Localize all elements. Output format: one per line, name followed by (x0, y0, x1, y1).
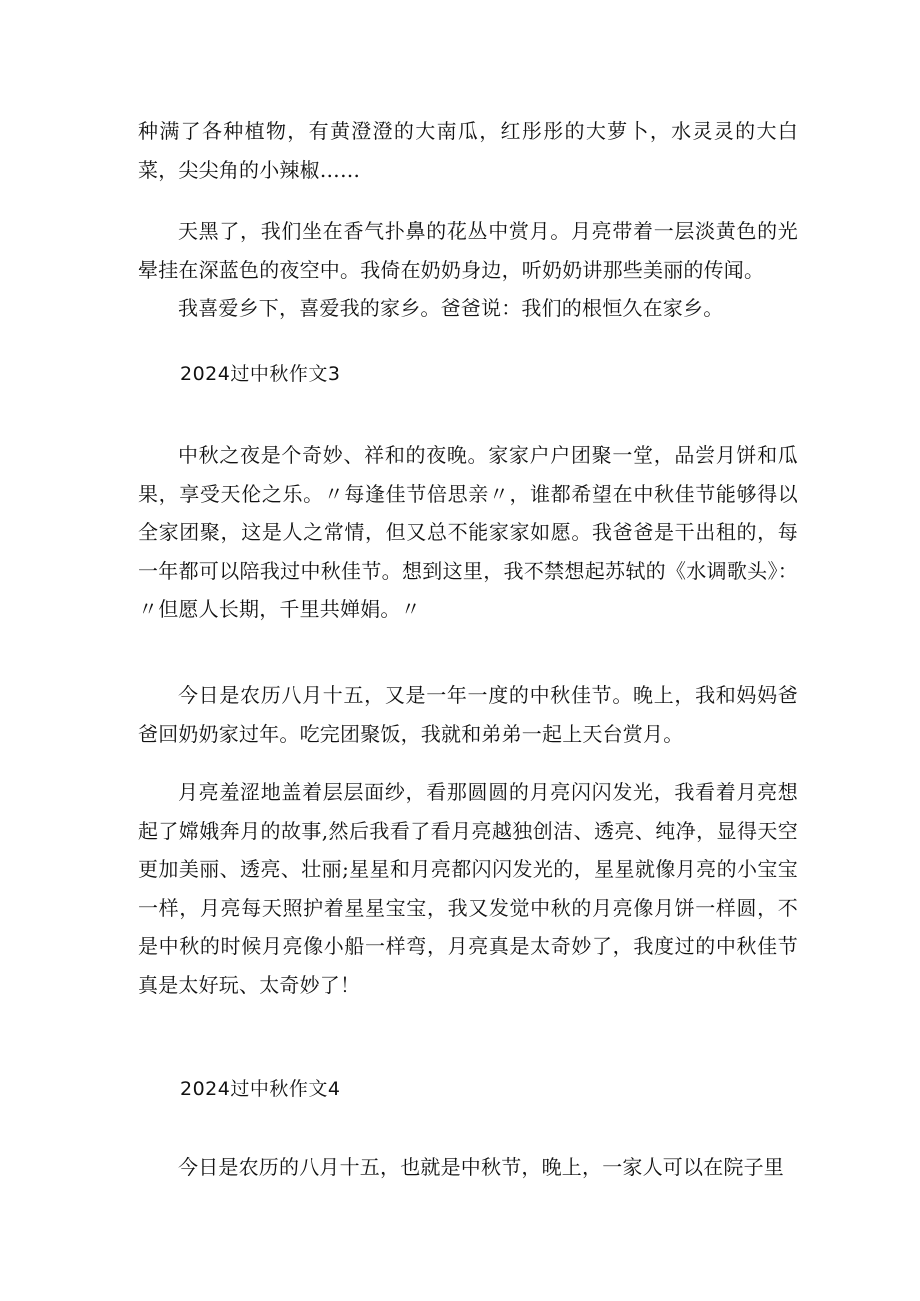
paragraph-shy-moon: 月亮羞涩地盖着层层面纱，看那圆圆的月亮闪闪发光，我看着月亮想起了嫦娥奔月的故事,然后我看了看月亮越独创洁、透亮、纯净，显得天空更加美丽、透亮、壮丽;星星和月亮都闪闪发光的，星星就像月亮的小宝宝一样，月亮每天照护着星星宝宝，我又发觉中秋的月亮像月饼一样圆，不是中秋的时候月亮像小船一样弯，月亮真是太奇妙了，我度过的中秋佳节真是太好玩、太奇妙了！ (138, 780, 798, 997)
paragraph-hometown: 我喜爱乡下，喜爱我的家乡。爸爸说：我们的根恒久在家乡。 (178, 296, 724, 320)
paragraph-night-moon: 天黑了，我们坐在香气扑鼻的花丛中赏月。月亮带着一层淡黄色的光晕挂在深蓝色的夜空中。我倚在奶奶身边，听奶奶讲那些美丽的传闻。 (138, 219, 798, 282)
paragraph-plants: 种满了各种植物，有黄澄澄的大南瓜，红彤彤的大萝卜，水灵灵的大白菜，尖尖角的小辣椒…… (138, 119, 798, 182)
paragraph-courtyard: 今日是农历的八月十五，也就是中秋节，晚上，一家人可以在院子里 (178, 1155, 784, 1179)
essay-heading-3: 2024过中秋作文3 (180, 363, 341, 385)
paragraph-fifteenth: 今日是农历八月十五，又是一年一度的中秋佳节。晚上，我和妈妈爸爸回奶奶家过年。吃完团聚饭，我就和弟弟一起上天台赏月。 (138, 683, 798, 746)
paragraph-mid-autumn-night: 中秋之夜是个奇妙、祥和的夜晚。家家户户团聚一堂，品尝月饼和瓜果，享受天伦之乐。〃每逢佳节倍思亲〃，谁都希望在中秋佳节能够得以全家团聚，这是人之常情，但又总不能家家如愿。我爸爸是干出租的，每一年都可以陪我过中秋佳节。想到这里，我不禁想起苏轼的《水调歌头》：〃但愿人长期，千里共婵娟。〃 (138, 443, 798, 621)
essay-heading-4: 2024过中秋作文4 (180, 1078, 341, 1100)
